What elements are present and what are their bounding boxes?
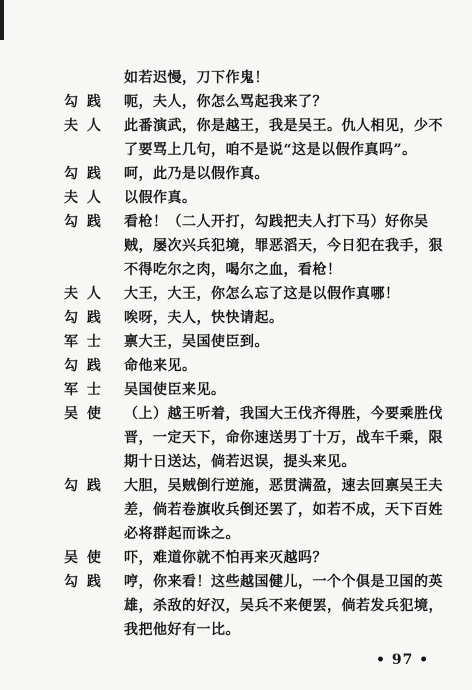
- dialogue-text: 如若迟慢，刀下作鬼！: [124, 70, 269, 86]
- script-line: [0, 618, 472, 642]
- script-line: [0, 378, 472, 402]
- dialogue-text: 此番演武，你是越王，我是吴王。仇人相见，少不: [124, 118, 443, 134]
- script-line: [0, 570, 472, 594]
- speaker-name: 勾 践: [64, 478, 103, 494]
- script-line: [0, 546, 472, 570]
- script-line: [0, 450, 472, 474]
- dialogue-text: 了要骂上几句，咱不是说“这是以假作真吗”。: [124, 142, 417, 158]
- speaker-name: 夫 人: [64, 118, 103, 134]
- dialogue-text: 必将群起而诛之。: [124, 526, 240, 542]
- script-line: [0, 114, 472, 138]
- dialogue-text: 期十日送达，倘若迟误，提头来见。: [124, 454, 356, 470]
- script-line: [0, 282, 472, 306]
- script-line: [0, 210, 472, 234]
- script-line: [0, 234, 472, 258]
- page-number: • 97 •: [376, 652, 430, 668]
- dialogue-text: 呃，夫人，你怎么骂起我来了？: [124, 94, 327, 110]
- dialogue-text: 吓，难道你就不怕再来灭越吗？: [124, 550, 327, 566]
- script-line: [0, 402, 472, 426]
- dialogue-text: 晋，一定天下，命你速送男丁十万，战车千乘，限: [124, 430, 443, 446]
- dialogue-text: 大胆，吴贼倒行逆施，恶贯满盈，速去回禀吴王夫: [124, 478, 443, 494]
- dialogue-text: 差，倘若卷旗收兵倒还罢了，如若不成，天下百姓: [124, 502, 443, 518]
- script-line: [0, 330, 472, 354]
- script-line: [0, 90, 472, 114]
- dialogue-text: 不得吃尔之肉，喝尔之血，看枪！: [124, 262, 342, 278]
- dialogue-text: 大王，大王，你怎么忘了这是以假作真哪！: [124, 286, 400, 302]
- script-line: [0, 522, 472, 546]
- speaker-name: 勾 践: [64, 358, 103, 374]
- script-line: [0, 354, 472, 378]
- scan-edge-mark: [0, 0, 4, 40]
- dialogue-text: 我把他好有一比。: [124, 622, 240, 638]
- dialogue-text: 禀大王，吴国使臣到。: [124, 334, 269, 350]
- dialogue-text: 唉呀，夫人，快快请起。: [124, 310, 284, 326]
- script-line: [0, 66, 472, 90]
- script-line: [0, 138, 472, 162]
- speaker-name: 勾 践: [64, 574, 103, 590]
- speaker-name: 夫 人: [64, 190, 103, 206]
- dialogue-text: 以假作真。: [124, 190, 197, 206]
- speaker-name: 夫 人: [64, 286, 103, 302]
- script-line: [0, 306, 472, 330]
- speaker-name: 勾 践: [64, 310, 103, 326]
- dialogue-text: 命他来见。: [124, 358, 197, 374]
- dialogue-text: 哼，你来看！这些越国健儿，一个个俱是卫国的英: [124, 574, 443, 590]
- script-line: [0, 594, 472, 618]
- script-line: [0, 162, 472, 186]
- speaker-name: 勾 践: [64, 166, 103, 182]
- speaker-name: 勾 践: [64, 94, 103, 110]
- dialogue-text: （上）越王听着，我国大王伐齐得胜，今要乘胜伐: [124, 406, 443, 422]
- speaker-name: 军 士: [64, 382, 103, 398]
- script-line: [0, 186, 472, 210]
- dialogue-text: 呵，此乃是以假作真。: [124, 166, 269, 182]
- script-line: [0, 258, 472, 282]
- dialogue-text: 看枪！（二人开打，勾践把夫人打下马）好你吴: [124, 214, 429, 230]
- speaker-name: 勾 践: [64, 214, 103, 230]
- speaker-name: 吴 使: [64, 406, 103, 422]
- dialogue-text: 雄，杀敌的好汉，吴兵不来便罢，倘若发兵犯境，: [124, 598, 443, 614]
- script-line: [0, 474, 472, 498]
- speaker-name: 军 士: [64, 334, 103, 350]
- speaker-name: 吴 使: [64, 550, 103, 566]
- script-line: [0, 498, 472, 522]
- dialogue-text: 贼，屡次兴兵犯境，罪恶滔天，今日犯在我手，狠: [124, 238, 443, 254]
- dialogue-text: 吴国使臣来见。: [124, 382, 226, 398]
- script-line: [0, 426, 472, 450]
